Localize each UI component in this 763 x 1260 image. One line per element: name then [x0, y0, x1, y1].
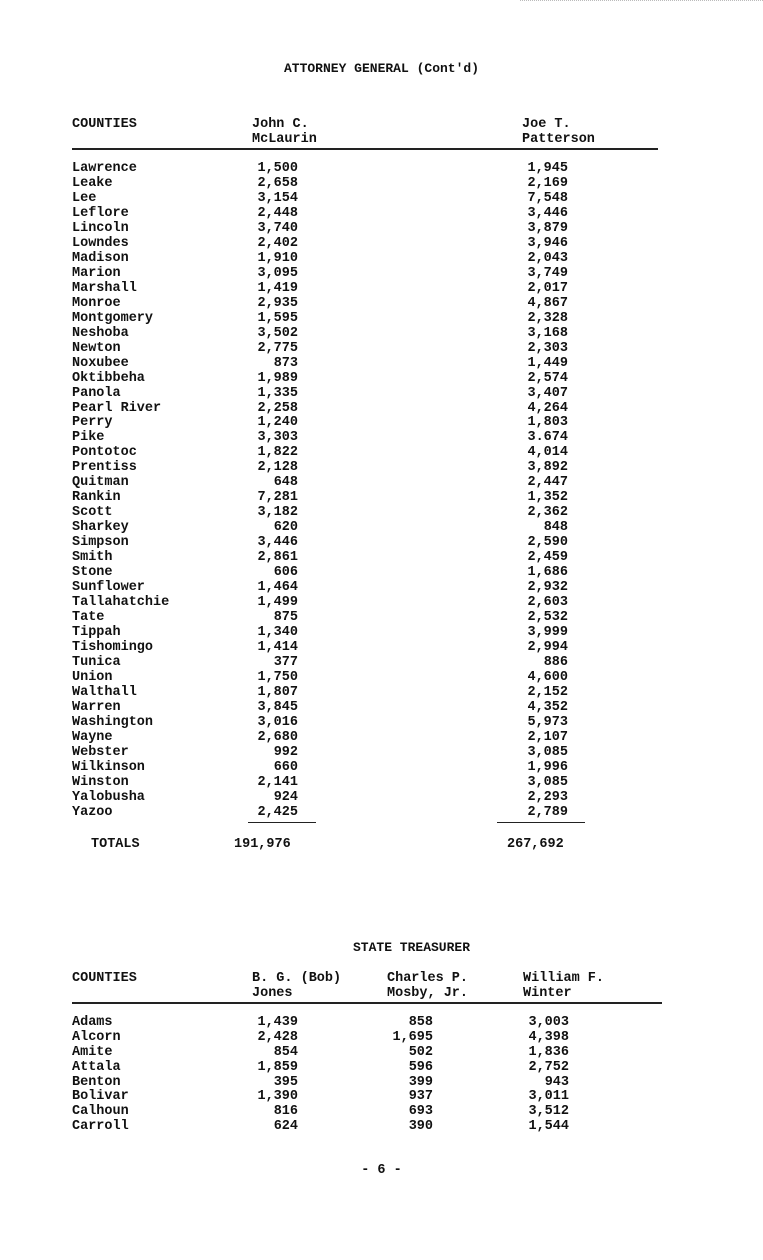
st-header-candidate-3-line2: Winter — [523, 986, 572, 1001]
county-name: Wayne — [72, 729, 113, 745]
candidate-1-votes: 1,500 — [257, 161, 298, 176]
candidate-2-votes: 2,603 — [527, 595, 568, 611]
section-title-state-treasurer: STATE TREASURER — [352, 940, 471, 955]
candidate-2-votes: 2,169 — [527, 175, 568, 191]
candidate-1-votes: 2,775 — [257, 340, 298, 356]
candidate-2-votes: 2,303 — [527, 340, 568, 356]
county-name: Tallahatchie — [72, 595, 170, 611]
county-name: Winston — [72, 774, 129, 790]
header-candidate-1-line1: John C. — [252, 117, 309, 132]
candidate-2-votes: 1,449 — [527, 355, 568, 371]
county-name: Wilkinson — [72, 759, 145, 775]
candidate-2-votes: 2,447 — [527, 475, 568, 491]
candidate-2-votes: 1,945 — [527, 161, 568, 176]
candidate-2-votes: 2,590 — [527, 535, 568, 551]
county-name: Washington — [72, 714, 154, 730]
county-name: Tishomingo — [72, 640, 154, 655]
st-header-candidate-2-line2: Mosby, Jr. — [387, 986, 469, 1001]
section-title-attorney-general: ATTORNEY GENERAL (Cont'd) — [283, 61, 480, 76]
totals-label: TOTALS — [91, 837, 140, 852]
st-candidate-3-votes: 943 — [544, 1074, 569, 1090]
county-name: Marion — [72, 265, 121, 281]
candidate-2-votes: 2,789 — [527, 804, 568, 820]
candidate-1-sum-rule — [248, 822, 316, 823]
candidate-2-votes: 3,085 — [527, 744, 568, 760]
candidate-1-votes: 7,281 — [257, 490, 298, 506]
st-candidate-3-votes-column — [500, 1016, 569, 1135]
candidate-1-votes: 1,419 — [257, 280, 298, 296]
county-name: Warren — [72, 699, 121, 715]
candidate-2-votes: 4,264 — [527, 400, 568, 416]
st-county-name: Adams — [72, 1015, 113, 1030]
candidate-1-votes: 1,822 — [257, 445, 298, 461]
county-name: Walthall — [72, 684, 137, 700]
county-name: Pike — [72, 430, 105, 446]
candidate-1-votes: 1,464 — [257, 580, 298, 596]
candidate-2-votes: 7,548 — [527, 190, 568, 206]
county-name: Tate — [72, 610, 105, 626]
county-name: Lincoln — [72, 220, 129, 236]
st-candidate-2-votes: 693 — [408, 1104, 433, 1120]
candidate-1-votes: 2,448 — [257, 205, 298, 221]
county-name: Sharkey — [72, 520, 129, 536]
candidate-1-votes: 873 — [273, 355, 298, 371]
county-name: Newton — [72, 340, 121, 356]
county-name: Oktibbeha — [72, 370, 145, 386]
candidate-1-votes: 2,680 — [257, 729, 298, 745]
county-name: Union — [72, 669, 113, 685]
st-candidate-2-votes: 502 — [408, 1044, 433, 1060]
st-candidate-3-votes: 3,003 — [528, 1015, 569, 1030]
candidate-1-votes: 3,740 — [257, 220, 298, 236]
st-candidate-1-votes: 1,859 — [257, 1059, 298, 1075]
county-name: Lowndes — [72, 235, 129, 251]
candidate-1-votes: 3,154 — [257, 190, 298, 206]
st-candidate-1-votes: 2,428 — [257, 1029, 298, 1045]
candidate-1-votes: 660 — [273, 759, 298, 775]
st-header-candidate-3-line1: William F. — [523, 971, 605, 986]
candidate-1-votes: 1,240 — [257, 415, 298, 431]
candidate-2-votes: 2,328 — [527, 310, 568, 326]
county-name: Noxubee — [72, 355, 129, 371]
candidate-1-votes: 1,499 — [257, 595, 298, 611]
candidate-1-votes: 1,750 — [257, 669, 298, 685]
county-name: Stone — [72, 565, 113, 581]
candidate-2-votes: 3,946 — [527, 235, 568, 251]
candidate-2-votes: 3,085 — [527, 774, 568, 790]
candidate-1-votes: 620 — [273, 520, 298, 536]
st-candidate-1-votes: 624 — [273, 1119, 298, 1135]
st-county-name: Calhoun — [72, 1104, 129, 1120]
st-county-column — [72, 1016, 242, 1135]
county-name: Marshall — [72, 280, 137, 296]
st-candidate-2-votes: 390 — [408, 1119, 433, 1135]
candidate-2-votes: 5,973 — [527, 714, 568, 730]
candidate-2-votes: 2,574 — [527, 370, 568, 386]
candidate-2-votes-column — [500, 161, 568, 820]
candidate-2-votes: 3.674 — [527, 430, 568, 446]
st-county-name: Benton — [72, 1074, 121, 1090]
header-candidate-1-line2: McLaurin — [252, 132, 317, 147]
candidate-1-votes: 3,303 — [257, 430, 298, 446]
total-candidate-1: 191,976 — [234, 837, 291, 852]
county-name: Yalobusha — [72, 789, 145, 805]
county-name: Panola — [72, 385, 121, 401]
county-name: Leake — [72, 175, 113, 191]
candidate-2-votes: 2,293 — [527, 789, 568, 805]
st-header-candidate-3 — [523, 971, 604, 1001]
county-name: Sunflower — [72, 580, 145, 596]
st-header-candidate-2-line1: Charles P. — [387, 971, 469, 986]
county-name: Tippah — [72, 625, 121, 641]
candidate-2-votes: 1,686 — [527, 565, 568, 581]
county-name: Monroe — [72, 295, 121, 311]
candidate-2-votes: 3,999 — [527, 625, 568, 641]
candidate-1-votes: 648 — [273, 475, 298, 491]
county-name: Pearl River — [72, 400, 162, 416]
candidate-1-votes: 3,502 — [257, 325, 298, 341]
st-header-rule — [72, 1002, 662, 1004]
county-name: Neshoba — [72, 325, 129, 341]
candidate-1-votes: 3,446 — [257, 535, 298, 551]
county-name: Tunica — [72, 654, 121, 670]
candidate-1-votes: 2,258 — [257, 400, 298, 416]
st-candidate-1-votes: 395 — [273, 1074, 298, 1090]
candidate-1-votes: 1,335 — [257, 385, 298, 401]
candidate-2-votes: 2,152 — [527, 684, 568, 700]
top-dotted-line — [520, 0, 763, 1]
candidate-2-votes: 1,352 — [527, 490, 568, 506]
county-name: Lawrence — [72, 161, 137, 176]
candidate-1-votes: 992 — [273, 744, 298, 760]
candidate-2-votes: 886 — [543, 654, 568, 670]
candidate-2-votes: 4,867 — [527, 295, 568, 311]
candidate-2-votes: 3,168 — [527, 325, 568, 341]
candidate-1-votes: 2,425 — [257, 804, 298, 820]
st-candidate-1-votes: 1,390 — [257, 1089, 298, 1105]
candidate-2-votes: 4,014 — [527, 445, 568, 461]
st-county-name: Attala — [72, 1059, 121, 1075]
candidate-2-votes: 1,996 — [527, 759, 568, 775]
candidate-1-votes: 1,807 — [257, 684, 298, 700]
st-county-name: Bolivar — [72, 1089, 129, 1105]
candidate-1-votes: 924 — [273, 789, 298, 805]
candidate-2-votes: 3,879 — [527, 220, 568, 236]
candidate-1-votes-column — [232, 161, 298, 820]
county-name: Smith — [72, 550, 113, 566]
county-name: Prentiss — [72, 460, 137, 476]
st-candidate-1-votes: 1,439 — [257, 1015, 298, 1030]
candidate-1-votes: 2,935 — [257, 295, 298, 311]
header-candidate-1 — [252, 117, 317, 147]
county-name: Madison — [72, 250, 129, 266]
header-candidate-2 — [522, 117, 595, 147]
candidate-1-votes: 377 — [273, 654, 298, 670]
candidate-2-votes: 3,407 — [527, 385, 568, 401]
candidate-1-votes: 2,861 — [257, 550, 298, 566]
candidate-1-votes: 3,182 — [257, 505, 298, 521]
candidate-2-votes: 2,043 — [527, 250, 568, 266]
candidate-2-votes: 2,932 — [527, 580, 568, 596]
county-name: Scott — [72, 505, 113, 521]
county-name: Montgomery — [72, 310, 154, 326]
st-candidate-3-votes: 4,398 — [528, 1029, 569, 1045]
st-header-counties: COUNTIES — [72, 971, 137, 986]
candidate-1-votes: 3,016 — [257, 714, 298, 730]
candidate-1-votes: 1,910 — [257, 250, 298, 266]
candidate-2-votes: 2,459 — [527, 550, 568, 566]
county-name: Pontotoc — [72, 445, 137, 461]
st-candidate-3-votes: 3,512 — [528, 1104, 569, 1120]
st-candidate-3-votes: 3,011 — [528, 1089, 569, 1105]
header-candidate-2-line1: Joe T. — [522, 117, 571, 132]
candidate-1-votes: 1,340 — [257, 625, 298, 641]
candidate-2-votes: 2,532 — [527, 610, 568, 626]
st-header-candidate-2 — [387, 971, 468, 1001]
county-name: Lee — [72, 190, 97, 206]
candidate-2-votes: 3,749 — [527, 265, 568, 281]
candidate-2-votes: 1,803 — [527, 415, 568, 431]
st-candidate-2-votes: 937 — [408, 1089, 433, 1105]
page-number: - 6 - — [361, 1163, 402, 1178]
county-name: Quitman — [72, 475, 129, 491]
st-county-name: Alcorn — [72, 1029, 121, 1045]
candidate-1-votes: 3,845 — [257, 699, 298, 715]
candidate-2-sum-rule — [497, 822, 585, 823]
candidate-1-votes: 606 — [273, 565, 298, 581]
st-candidate-2-votes: 399 — [408, 1074, 433, 1090]
st-candidate-1-votes: 854 — [273, 1044, 298, 1060]
st-candidate-1-votes-column — [232, 1016, 298, 1135]
candidate-1-votes: 2,402 — [257, 235, 298, 251]
county-name: Rankin — [72, 490, 121, 506]
candidate-2-votes: 2,017 — [527, 280, 568, 296]
county-name: Leflore — [72, 205, 129, 221]
candidate-2-votes: 3,446 — [527, 205, 568, 221]
st-county-name: Amite — [72, 1044, 113, 1060]
candidate-1-votes: 1,595 — [257, 310, 298, 326]
candidate-2-votes: 4,600 — [527, 669, 568, 685]
st-candidate-2-votes: 858 — [408, 1015, 433, 1030]
st-candidate-3-votes: 1,836 — [528, 1044, 569, 1060]
candidate-2-votes: 4,352 — [527, 699, 568, 715]
st-county-name: Carroll — [72, 1119, 129, 1135]
candidate-1-votes: 2,658 — [257, 175, 298, 191]
candidate-2-votes: 2,107 — [527, 729, 568, 745]
candidate-2-votes: 2,362 — [527, 505, 568, 521]
county-name: Yazoo — [72, 804, 113, 820]
st-candidate-1-votes: 816 — [273, 1104, 298, 1120]
candidate-1-votes: 3,095 — [257, 265, 298, 281]
county-column — [72, 161, 252, 820]
st-header-candidate-1-line2: Jones — [252, 986, 293, 1001]
candidate-2-votes: 2,994 — [527, 640, 568, 655]
st-candidate-3-votes: 1,544 — [528, 1119, 569, 1135]
candidate-1-votes: 1,989 — [257, 370, 298, 386]
st-header-candidate-1-line1: B. G. (Bob) — [252, 971, 342, 986]
county-name: Perry — [72, 415, 113, 431]
candidate-1-votes: 2,141 — [257, 774, 298, 790]
county-name: Simpson — [72, 535, 129, 551]
st-candidate-3-votes: 2,752 — [528, 1059, 569, 1075]
header-candidate-2-line2: Patterson — [522, 132, 595, 147]
candidate-2-votes: 3,892 — [527, 460, 568, 476]
header-rule — [72, 148, 658, 150]
st-candidate-2-votes-column — [370, 1016, 433, 1135]
county-name: Webster — [72, 744, 129, 760]
candidate-1-votes: 875 — [273, 610, 298, 626]
candidate-2-votes: 848 — [543, 520, 568, 536]
st-candidate-2-votes: 1,695 — [392, 1029, 433, 1045]
candidate-1-votes: 2,128 — [257, 460, 298, 476]
st-header-candidate-1 — [252, 971, 341, 1001]
header-counties: COUNTIES — [72, 117, 137, 132]
total-candidate-2: 267,692 — [507, 837, 564, 852]
candidate-1-votes: 1,414 — [257, 640, 298, 655]
st-candidate-2-votes: 596 — [408, 1059, 433, 1075]
